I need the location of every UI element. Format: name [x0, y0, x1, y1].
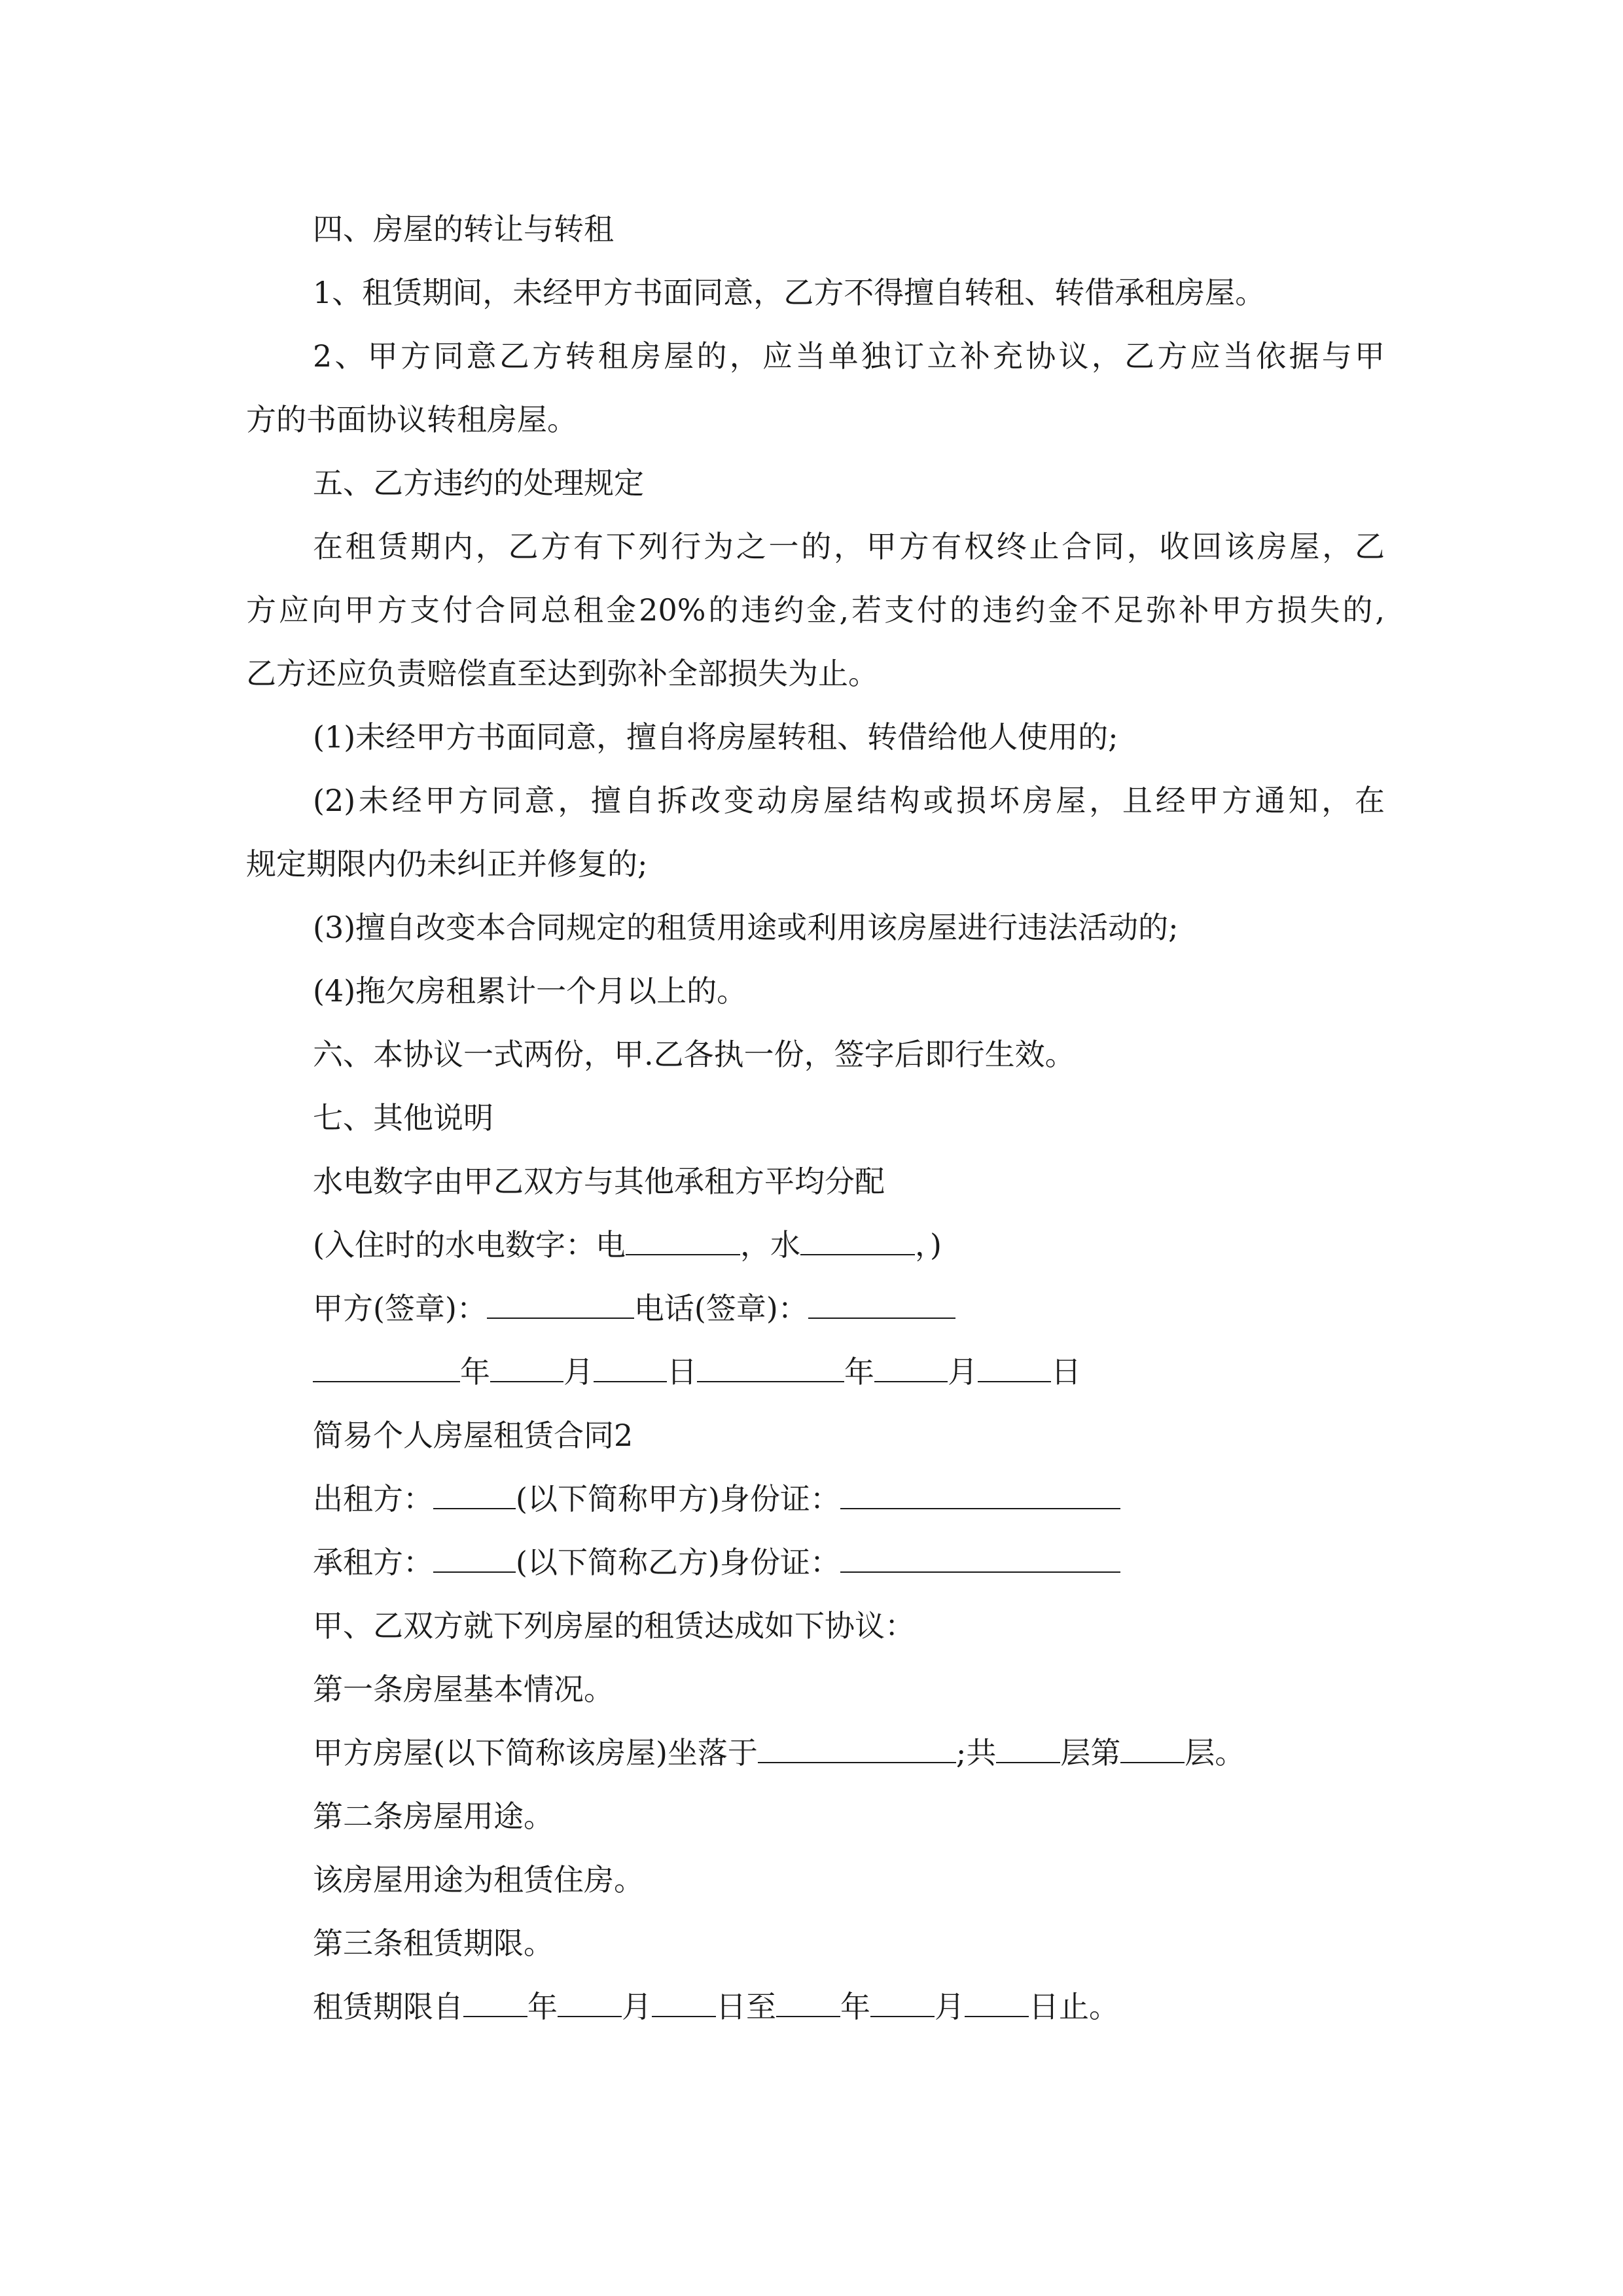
- date2-day-label: 日: [1051, 1354, 1081, 1390]
- s4-item2-line1: 2、甲方同意乙方转租房屋的，应当单独订立补充协议，乙方应当依据与甲: [313, 338, 1385, 374]
- lessor-name-blank[interactable]: [433, 1482, 516, 1509]
- start-month-label: 月: [622, 1989, 652, 2024]
- lessee-label: 承租方：: [313, 1545, 433, 1580]
- article3-title: 第三条租赁期限。: [313, 1926, 554, 1961]
- s5-para-line1: 在租赁期内，乙方有下列行为之一的，甲方有权终止合同，收回该房屋，乙: [313, 529, 1385, 564]
- sign-party-a-label: 甲方(签章)：: [313, 1291, 487, 1326]
- party-a-signature-blank[interactable]: [487, 1291, 634, 1319]
- end-year-blank[interactable]: [776, 1990, 840, 2017]
- date1-day-blank[interactable]: [594, 1355, 667, 1382]
- utility-reading-mid: ，水: [740, 1227, 800, 1263]
- date2-day-blank[interactable]: [978, 1355, 1051, 1382]
- article1-floor-mid: 层第: [1060, 1735, 1121, 1770]
- total-floors-blank[interactable]: [996, 1736, 1060, 1763]
- date1-month-label: 月: [563, 1354, 594, 1390]
- utility-reading: [246, 1213, 1385, 1277]
- article2-body: 该房屋用途为租赁住房。: [313, 1862, 644, 1897]
- article3-end: 日止。: [1029, 1989, 1119, 2024]
- s4-item2-line2: 方的书面协议转租房屋。: [246, 402, 577, 437]
- article1-floor-end: 层。: [1185, 1735, 1245, 1770]
- s5-item2-line2: 规定期限内仍未纠正并修复的;: [246, 846, 648, 882]
- utility-note: 水电数字由甲乙双方与其他承租方平均分配: [313, 1164, 885, 1199]
- signature-line: [246, 1277, 1385, 1340]
- s5-item3: (3)擅自改变本合同规定的租赁用途或利用该房屋进行违法活动的;: [313, 910, 1179, 945]
- end-year-label: 年: [840, 1989, 870, 2024]
- article3-body: [246, 1975, 1385, 2039]
- date2-year-label: 年: [844, 1354, 874, 1390]
- s5-item1: (1)未经甲方书面同意，擅自将房屋转租、转借给他人使用的;: [313, 719, 1118, 755]
- water-blank[interactable]: [800, 1228, 915, 1255]
- date-line: [246, 1340, 1385, 1404]
- electricity-blank[interactable]: [626, 1228, 740, 1255]
- s5-item4: (4)拖欠房租累计一个月以上的。: [313, 973, 747, 1009]
- s5-para-line2: 方应向甲方支付合同总租金20%的违约金,若支付的违约金不足弥补甲方损失的,: [246, 592, 1385, 628]
- agreement-intro: 甲、乙双方就下列房屋的租赁达成如下协议：: [313, 1608, 915, 1643]
- lessee-name-blank[interactable]: [433, 1545, 516, 1573]
- end-month-label: 月: [935, 1989, 965, 2024]
- lessee-id-blank[interactable]: [840, 1545, 1120, 1573]
- s5-para-line3: 乙方还应负责赔偿直至达到弥补全部损失为止。: [246, 656, 878, 691]
- article3-prefix: 租赁期限自: [313, 1989, 463, 2024]
- section7-title: 七、其他说明: [313, 1100, 493, 1136]
- start-year-blank[interactable]: [463, 1990, 527, 2017]
- article1-title: 第一条房屋基本情况。: [313, 1672, 614, 1707]
- utility-reading-suffix: ，): [914, 1227, 942, 1263]
- date1-day-label: 日: [667, 1354, 697, 1390]
- date2-month-label: 月: [948, 1354, 978, 1390]
- article1-total: ;共: [955, 1735, 997, 1770]
- section6: 六、本协议一式两份，甲.乙各执一份，签字后即行生效。: [313, 1037, 1075, 1072]
- date1-year-blank[interactable]: [313, 1355, 460, 1382]
- end-day-blank[interactable]: [965, 1990, 1029, 2017]
- section5-title: 五、乙方违约的处理规定: [313, 465, 644, 501]
- lessor-line: [246, 1467, 1385, 1531]
- start-day-blank[interactable]: [652, 1990, 716, 2017]
- date2-month-blank[interactable]: [874, 1355, 948, 1382]
- start-year-label: 年: [527, 1989, 558, 2024]
- article3-to: 日至: [716, 1989, 776, 2024]
- s4-item1: 1、租赁期间，未经甲方书面同意，乙方不得擅自转租、转借承租房屋。: [313, 275, 1266, 310]
- start-month-blank[interactable]: [558, 1990, 622, 2017]
- end-month-blank[interactable]: [870, 1990, 935, 2017]
- date1-year-label: 年: [460, 1354, 490, 1390]
- floor-number-blank[interactable]: [1120, 1736, 1185, 1763]
- date1-month-blank[interactable]: [490, 1355, 563, 1382]
- lessee-line: [246, 1531, 1385, 1594]
- contract2-title: 简易个人房屋租赁合同2: [313, 1418, 633, 1453]
- lessee-abbr: (以下简称乙方)身份证：: [516, 1545, 840, 1580]
- address-blank[interactable]: [758, 1736, 956, 1763]
- lessor-abbr: (以下简称甲方)身份证：: [516, 1481, 840, 1516]
- lessor-label: 出租方：: [313, 1481, 433, 1516]
- date2-year-blank[interactable]: [697, 1355, 844, 1382]
- article2-title: 第二条房屋用途。: [313, 1799, 554, 1834]
- s5-item2-line1: (2)未经甲方同意，擅自拆改变动房屋结构或损坏房屋，且经甲方通知，在: [313, 783, 1385, 818]
- sign-phone-label: 电话(签章)：: [633, 1291, 808, 1326]
- article1-body: [246, 1721, 1385, 1785]
- phone-signature-blank[interactable]: [808, 1291, 955, 1319]
- section4-title: 四、房屋的转让与转租: [313, 211, 614, 247]
- utility-reading-prefix: (入住时的水电数字：电: [313, 1227, 626, 1263]
- article1-prefix: 甲方房屋(以下简称该房屋)坐落于: [313, 1735, 758, 1770]
- lessor-id-blank[interactable]: [840, 1482, 1120, 1509]
